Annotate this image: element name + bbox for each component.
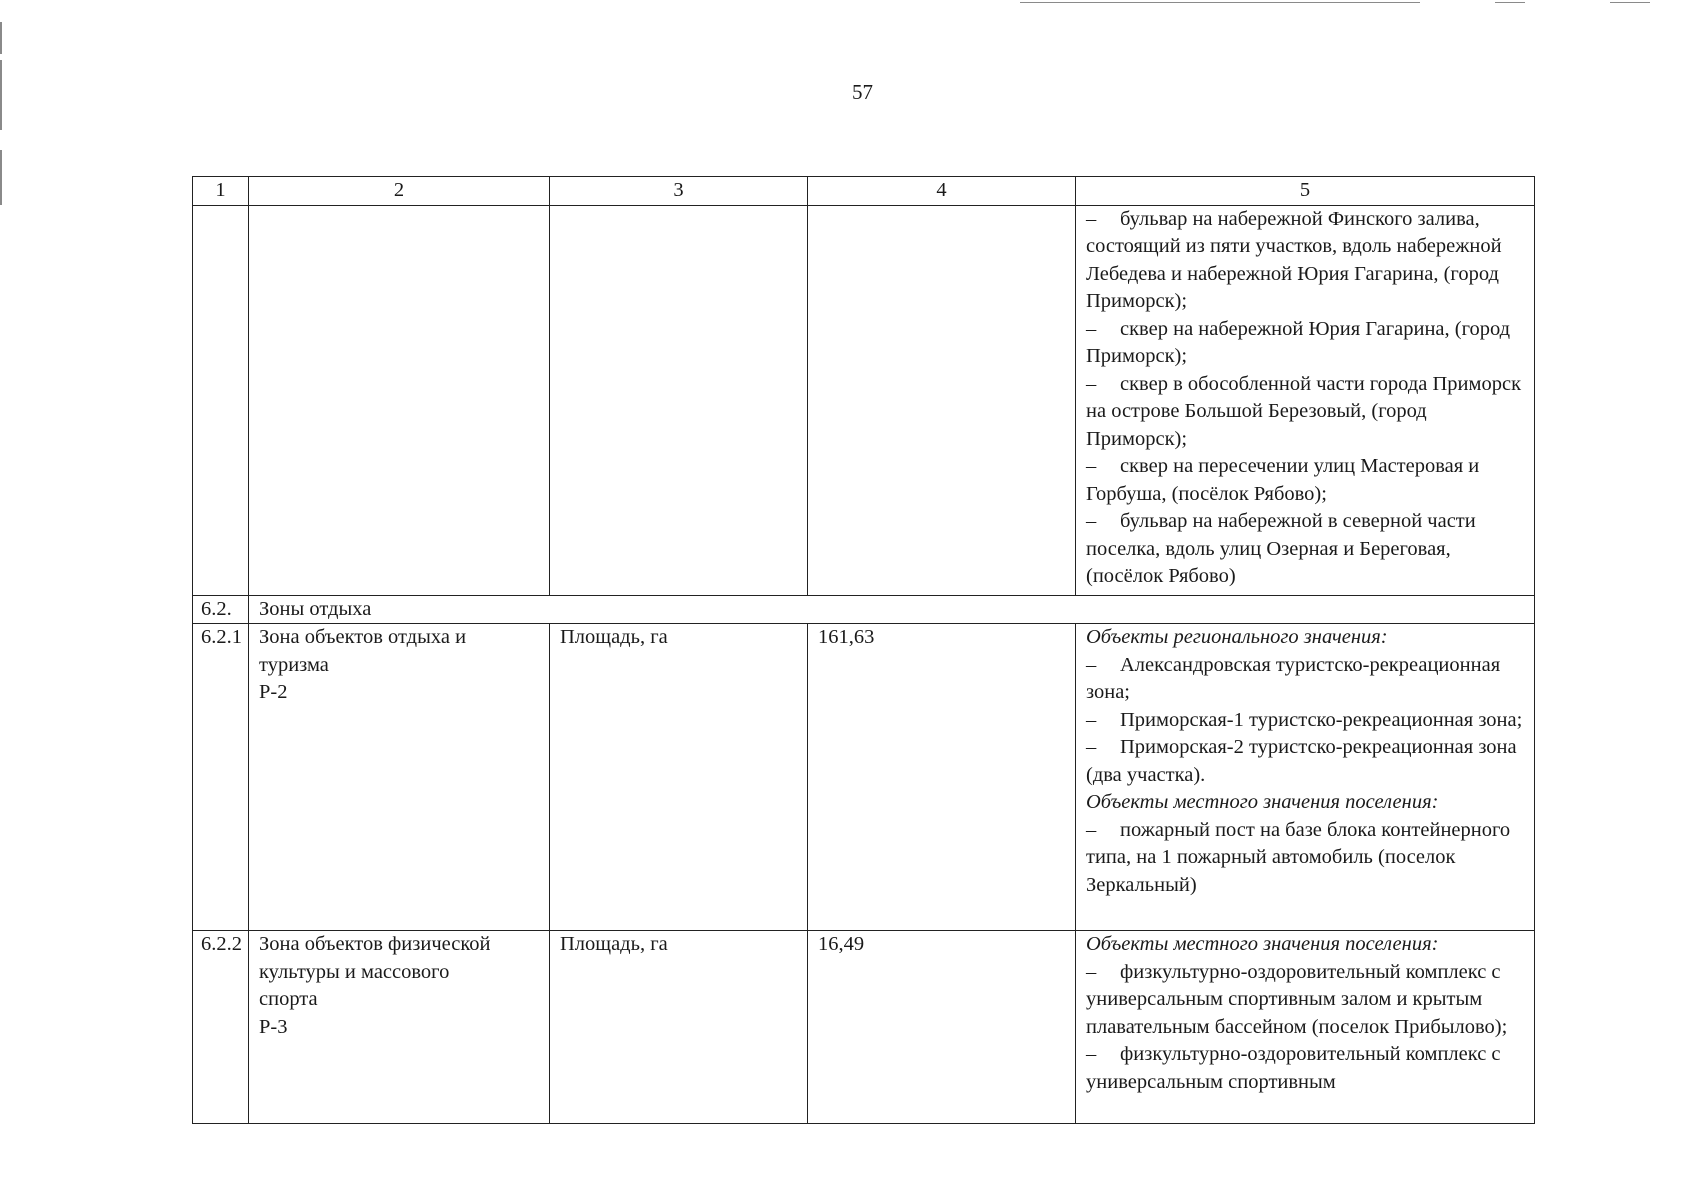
objects-heading: Объекты местного значения поселения: xyxy=(1086,933,1439,955)
list-item: – физкультурно-оздоровительный комплекс с универсальным спортивным залом и крытым плавательным бассейном (поселок Прибылово); xyxy=(1086,960,1508,1038)
scan-artifact-top-2 xyxy=(1495,2,1525,3)
list-item: – пожарный пост на базе блока контейнерного типа, на 1 пожарный автомобиль (поселок Зеркальный) xyxy=(1086,818,1511,896)
zone-name-line: Зона объектов отдыха и xyxy=(259,626,467,648)
list-item: – сквер на пересечении улиц Мастеровая и Горбуша, (посёлок Рябово); xyxy=(1086,455,1480,505)
section-title: Зоны отдыха xyxy=(249,595,1535,624)
list-item: – сквер в обособленной части города Приморск на острове Большой Березовый, (город Приморск); xyxy=(1086,372,1522,450)
continued-name-cell xyxy=(249,205,550,595)
zone-name-line: Зона объектов физической xyxy=(259,933,491,955)
continued-num-cell xyxy=(193,205,249,595)
zones-table xyxy=(192,176,1535,1124)
objects-cell xyxy=(1076,624,1535,931)
header-col-4: 4 xyxy=(808,177,1076,206)
value-cell: 16,49 xyxy=(808,931,1076,1124)
header-col-1: 1 xyxy=(193,177,249,206)
scan-artifact-left-1 xyxy=(0,22,2,54)
page-number: 57 xyxy=(852,80,873,104)
scan-artifact-top-1 xyxy=(1020,2,1420,3)
header-col-3: 3 xyxy=(550,177,808,206)
value-cell: 161,63 xyxy=(808,624,1076,931)
table-header-row xyxy=(193,177,1535,206)
zone-name-line: культуры и массового xyxy=(259,960,450,983)
objects-cell xyxy=(1076,931,1535,1124)
objects-heading: Объекты регионального значения: xyxy=(1086,626,1388,648)
zone-name-line: туризма xyxy=(259,653,329,676)
objects-heading: Объекты местного значения поселения: xyxy=(1086,791,1439,813)
list-item: – сквер на набережной Юрия Гагарина, (город Приморск); xyxy=(1086,317,1511,367)
scan-artifact-left-3 xyxy=(0,150,2,205)
row-num: 6.2.1 xyxy=(193,624,249,931)
zone-name-cell xyxy=(249,624,550,931)
table-row-continued xyxy=(193,205,1535,595)
list-item: – Приморская-2 туристско-рекреационная зона (два участка). xyxy=(1086,736,1517,786)
list-item: – физкультурно-оздоровительный комплекс с универсальным спортивным xyxy=(1086,1043,1501,1093)
list-item: – бульвар на набережной Финского залива, состоящий из пяти участков, вдоль набережной Лебедева и набережной Юрия Гагарина, (город Приморск); xyxy=(1086,207,1502,312)
list-item: – Приморская-1 туристско-рекреационная зона; xyxy=(1086,708,1523,731)
row-num: 6.2.2 xyxy=(193,931,249,1124)
measure-cell: Площадь, га xyxy=(550,931,808,1124)
continued-measure-cell xyxy=(550,205,808,595)
zone-code: Р-2 xyxy=(259,681,288,703)
continued-value-cell xyxy=(808,205,1076,595)
table-row-6-2-1 xyxy=(193,624,1535,931)
zone-name-line: спорта xyxy=(259,988,318,1010)
zone-name-cell xyxy=(249,931,550,1124)
measure-cell: Площадь, га xyxy=(550,624,808,931)
header-col-5: 5 xyxy=(1076,177,1535,206)
list-item: – Александровская туристско-рекреационная зона; xyxy=(1086,653,1501,703)
list-item: – бульвар на набережной в северной части поселка, вдоль улиц Озерная и Береговая, (посёлок Рябово) xyxy=(1086,510,1476,587)
continued-objects-cell xyxy=(1076,205,1535,595)
table-row-6-2-2 xyxy=(193,931,1535,1124)
section-num: 6.2. xyxy=(193,595,249,624)
scan-artifact-top-3 xyxy=(1610,2,1650,3)
table-row-section xyxy=(193,595,1535,624)
zone-code: Р-3 xyxy=(259,1015,288,1038)
header-col-2: 2 xyxy=(249,177,550,206)
